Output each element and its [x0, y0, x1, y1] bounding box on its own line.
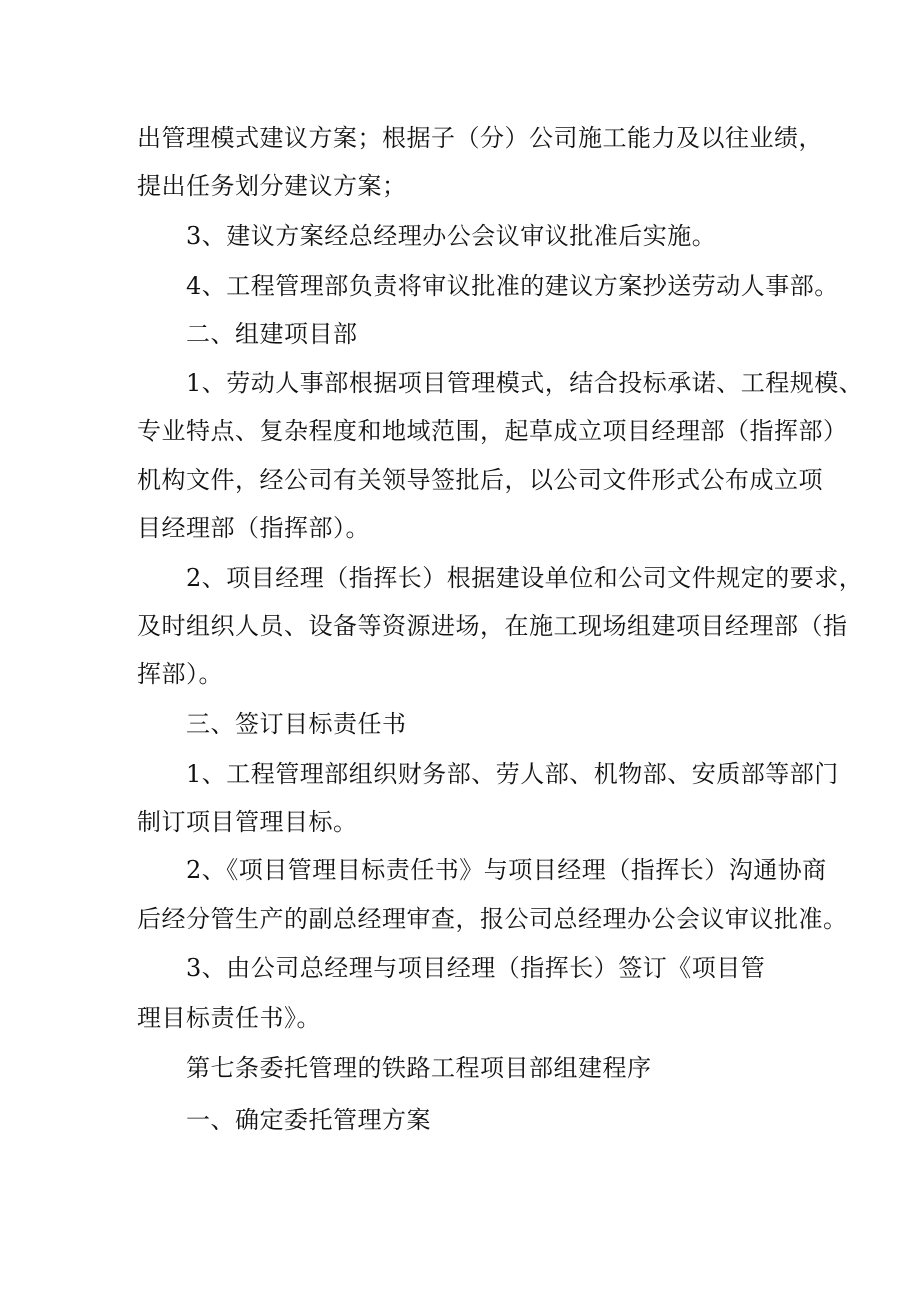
article-heading: 第七条委托管理的铁路工程项目部组建程序	[186, 1054, 652, 1082]
text-line: 制订项目管理目标。	[137, 808, 358, 836]
section-heading: 三、签订目标责任书	[186, 710, 407, 738]
text-line: 1、劳动人事部根据项目管理模式，结合投标承诺、工程规模、	[186, 369, 864, 397]
text-line: 专业特点、复杂程度和地域范围，起草成立项目经理部（指挥部）	[137, 417, 848, 445]
text-line: 后经分管生产的副总经理审查，报公司总经理办公会议审议批准。	[137, 905, 848, 933]
section-heading: 一、确定委托管理方案	[186, 1106, 431, 1134]
text-line: 目经理部（指挥部）。	[137, 514, 370, 542]
text-line: 挥部）。	[137, 660, 223, 688]
text-line: 出管理模式建议方案；根据子（分）公司施工能力及以往业绩，	[137, 124, 823, 152]
text-line: 1、工程管理部组织财务部、劳人部、机物部、安质部等部门	[186, 760, 839, 788]
text-line: 及时组织人员、设备等资源进场，在施工现场组建项目经理部（指	[137, 612, 848, 640]
text-line: 机构文件，经公司有关领导签批后，以公司文件形式公布成立项	[137, 466, 823, 494]
text-line: 2、项目经理（指挥长）根据建设单位和公司文件规定的要求，	[186, 564, 864, 592]
text-line: 2、《项目管理目标责任书》与项目经理（指挥长）沟通协商	[186, 856, 827, 884]
text-line: 3、建议方案经总经理办公会议审议批准后实施。	[186, 222, 717, 250]
text-line: 4、工程管理部负责将审议批准的建议方案抄送劳动人事部。	[186, 272, 839, 300]
text-line: 理目标责任书》。	[137, 1004, 321, 1032]
text-line: 3、由公司总经理与项目经理（指挥长）签订《项目管	[186, 954, 766, 982]
section-heading: 二、组建项目部	[186, 320, 358, 348]
text-line: 提出任务划分建议方案；	[137, 172, 407, 200]
